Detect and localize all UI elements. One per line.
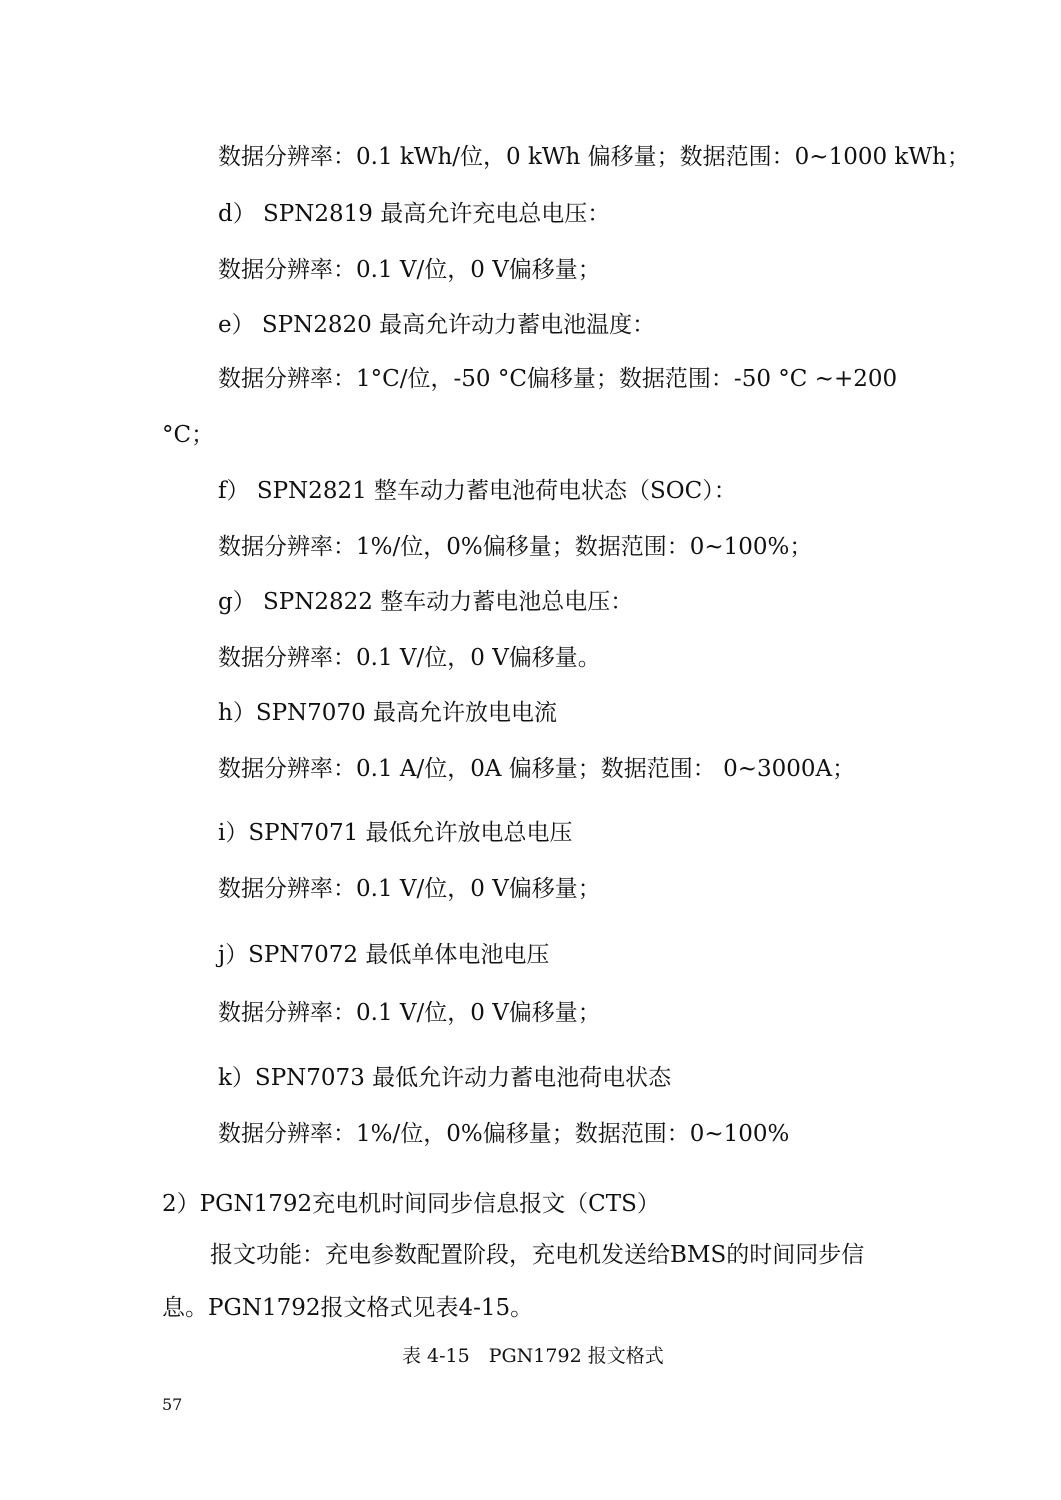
text-line: 数据分辨率：1%/位，0%偏移量；数据范围：0~100%； (218, 534, 813, 560)
text-line: 数据分辨率：0.1 A/位，0A 偏移量；数据范围： 0~3000A； (218, 756, 856, 782)
text-line: °C； (162, 422, 215, 448)
text-line: j）SPN7072 最低单体电池电压 (218, 942, 550, 968)
section-heading: 2）PGN1792充电机时间同步信息报文（CTS） (162, 1191, 660, 1217)
text-line: k）SPN7073 最低允许动力蓄电池荷电状态 (218, 1065, 672, 1091)
text-line: 报文功能：充电参数配置阶段，充电机发送给BMS的时间同步信 (210, 1242, 865, 1268)
page-number: 57 (162, 1395, 183, 1414)
text-line: 数据分辨率：1%/位，0%偏移量；数据范围：0~100% (218, 1121, 790, 1147)
text-line: d） SPN2819 最高允许充电总电压： (218, 201, 611, 227)
text-line: i）SPN7071 最低允许放电总电压 (218, 820, 573, 846)
text-line: 数据分辨率：0.1 V/位，0 V偏移量； (218, 1000, 601, 1026)
text-line: 数据分辨率：0.1 V/位，0 V偏移量； (218, 257, 601, 283)
table-caption: 表 4-15 PGN1792 报文格式 (402, 1345, 664, 1367)
text-line: 数据分辨率：1°C/位，-50 °C偏移量；数据范围：-50 °C ~+200 (218, 366, 898, 392)
text-line: g） SPN2822 整车动力蓄电池总电压： (218, 589, 634, 615)
text-line: h）SPN7070 最高允许放电电流 (218, 700, 558, 726)
text-line: 息。PGN1792报文格式见表4-15。 (162, 1295, 534, 1321)
text-line: 数据分辨率：0.1 V/位，0 V偏移量； (218, 876, 601, 902)
text-line: e） SPN2820 最高允许动力蓄电池温度： (218, 312, 656, 338)
text-line: 数据分辨率：0.1 V/位，0 V偏移量。 (218, 645, 601, 671)
text-line: f） SPN2821 整车动力蓄电池荷电状态（SOC）： (218, 478, 737, 504)
text-line: 数据分辨率：0.1 kWh/位，0 kWh 偏移量；数据范围：0~1000 kWh； (218, 144, 970, 170)
